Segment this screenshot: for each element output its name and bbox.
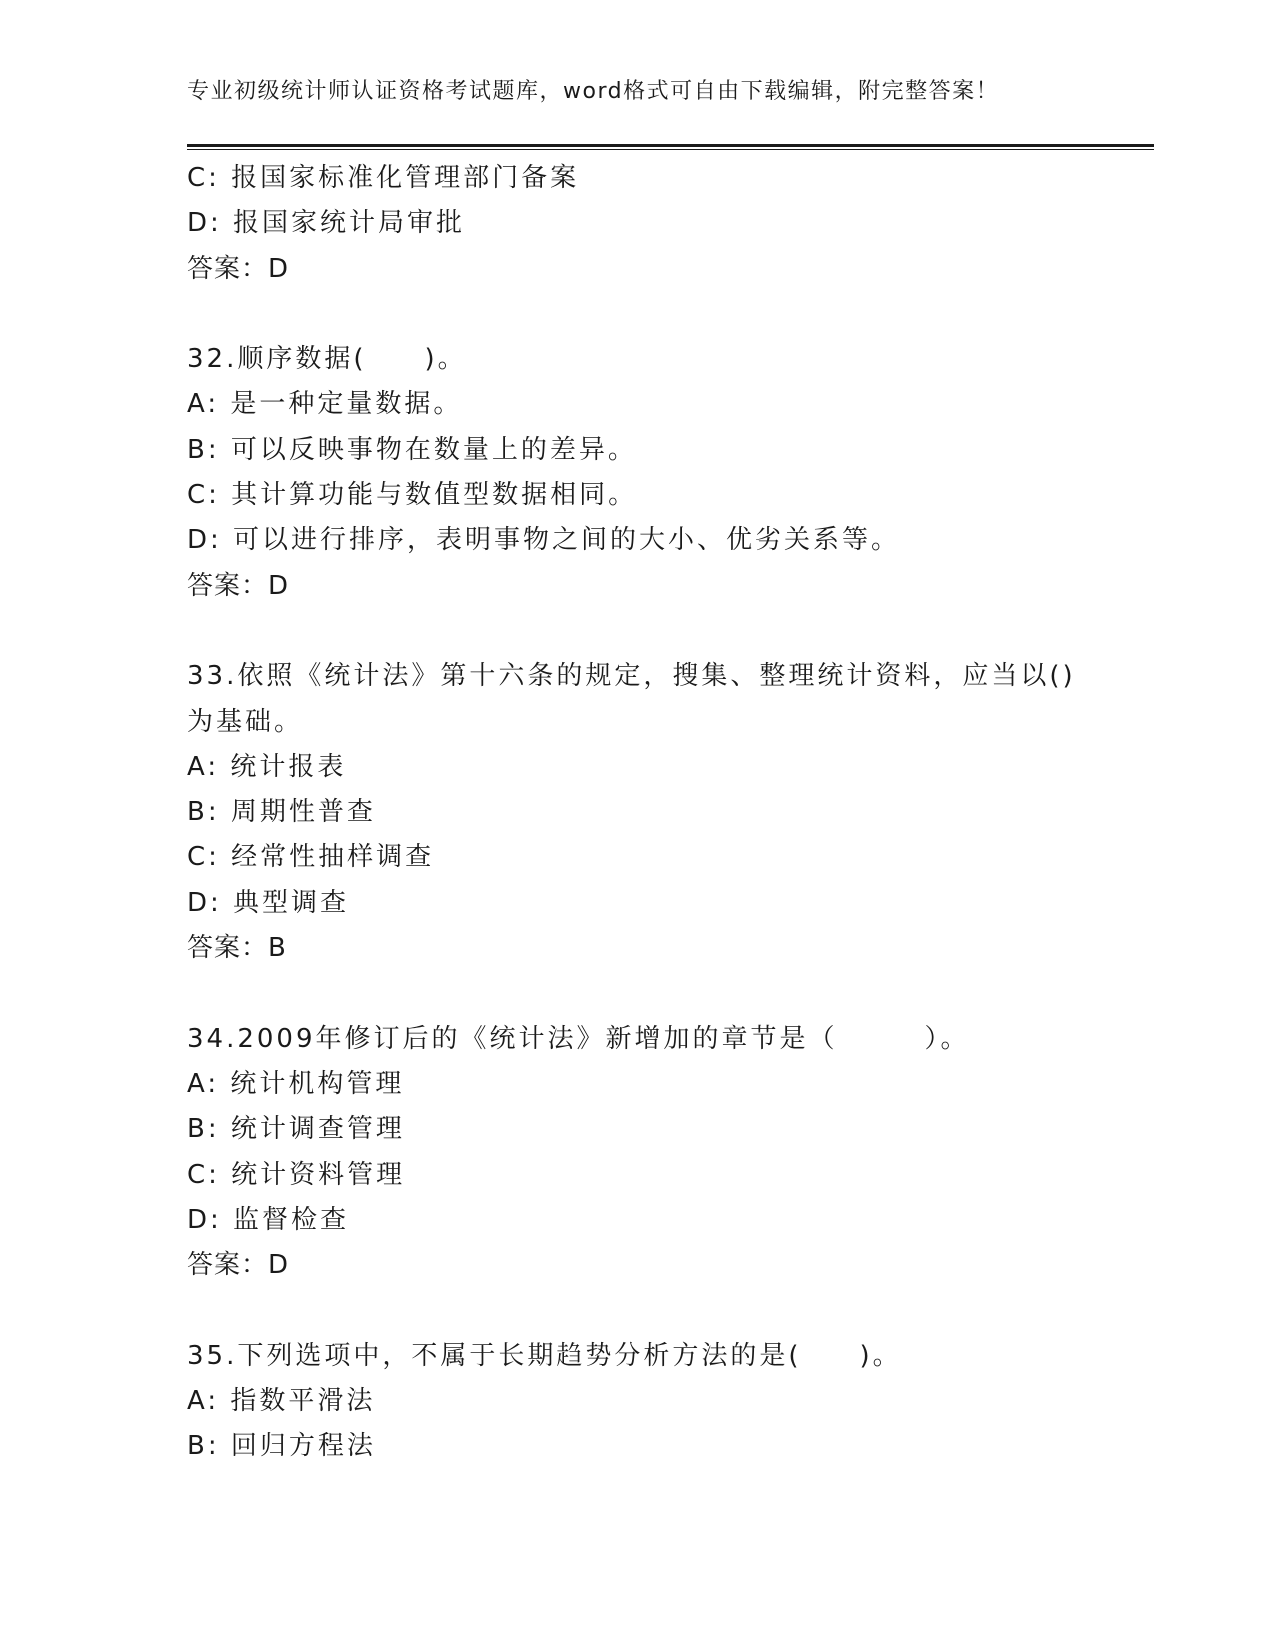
option-b: B: 周期性普查 [187,797,376,828]
blank-line [187,292,1087,337]
blank-line [187,1288,1087,1333]
option-c: C: 报国家标准化管理部门备案 [187,163,580,193]
question-stem: 32.顺序数据( )。 [187,344,467,375]
blank-line [187,609,1087,654]
answer-line: 答案：D [187,1250,290,1281]
option-c: C: 其计算功能与数值型数据相同。 [187,480,638,511]
option-a: A: 统计机构管理 [187,1068,405,1099]
option-d: D: 报国家统计局审批 [187,208,466,239]
option-d: D: 监督检查 [187,1204,350,1235]
option-b: B: 统计调查管理 [187,1114,405,1145]
answer-line: 答案：B [187,933,287,964]
question-stem-continuation: 为基础。 [187,706,304,737]
answer-line: 答案：D [187,253,290,284]
option-a: A: 是一种定量数据。 [187,389,463,420]
header-divider-thin [187,149,1154,150]
page-header-text: 专业初级统计师认证资格考试题库，word格式可自由下载编辑，附完整答案！ [187,79,1000,104]
question-content [187,156,1087,1470]
question-stem: 33.依照《统计法》第十六条的规定，搜集、整理统计资料，应当以() [187,661,1076,692]
option-d: D: 典型调查 [187,887,350,918]
option-d: D: 可以进行排序，表明事物之间的大小、优劣关系等。 [187,525,901,556]
option-c: C: 经常性抽样调查 [187,842,435,873]
header-divider [187,144,1154,150]
question-stem: 35.下列选项中，不属于长期趋势分析方法的是( )。 [187,1340,902,1371]
header-divider-thick [187,144,1154,147]
answer-line: 答案：D [187,570,290,601]
question-stem: 34.2009年修订后的《统计法》新增加的章节是（ ）。 [187,1023,970,1054]
option-b: B: 可以反映事物在数量上的差异。 [187,434,637,465]
option-a: A: 指数平滑法 [187,1386,376,1417]
option-b: B: 回归方程法 [187,1431,376,1462]
option-c: C: 统计资料管理 [187,1159,406,1190]
blank-line [187,971,1087,1016]
option-a: A: 统计报表 [187,751,347,782]
